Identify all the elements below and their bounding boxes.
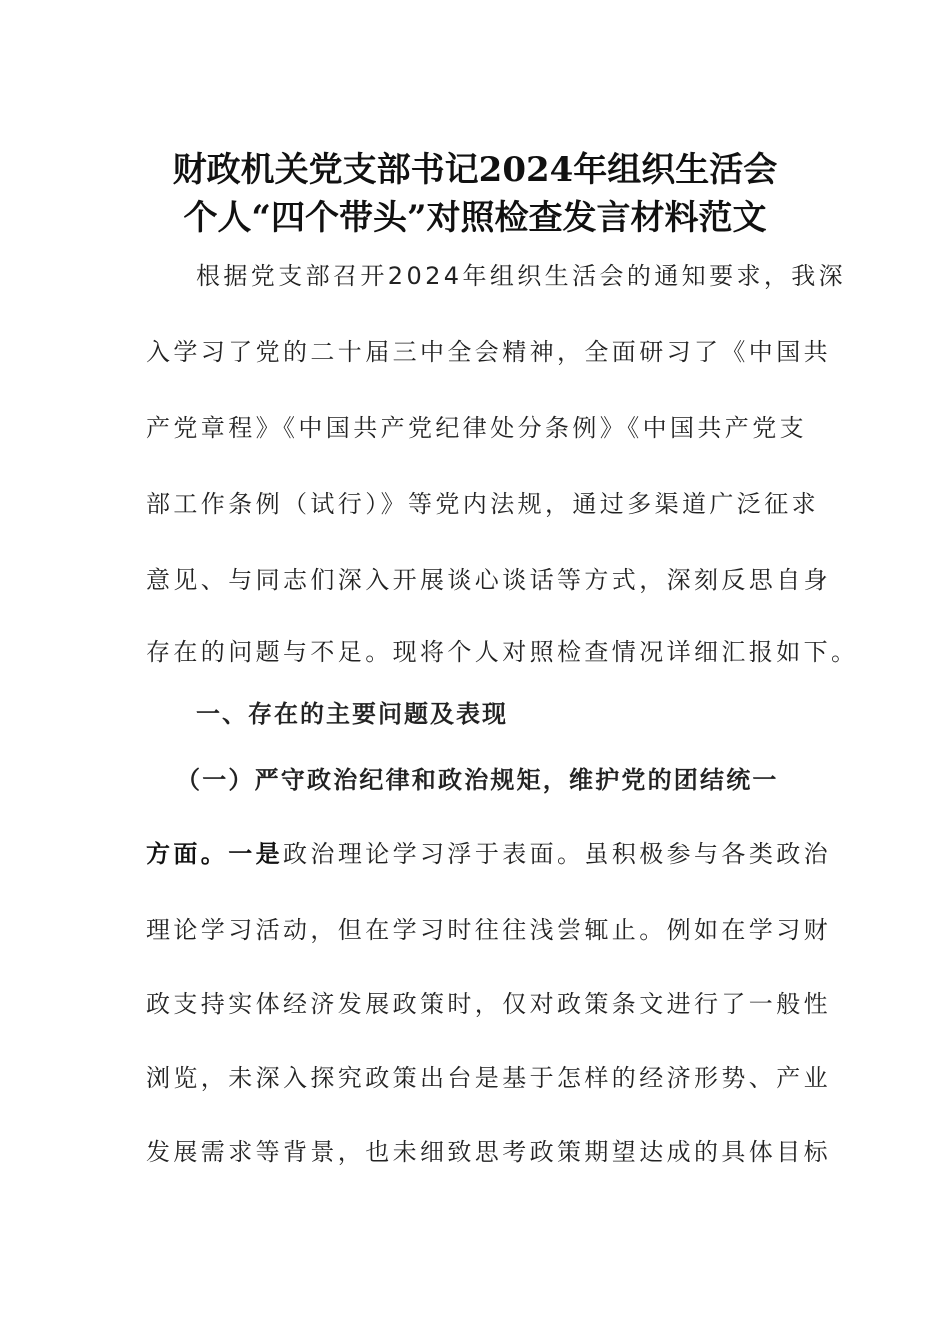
subsection-heading-tail: 方面。 [146, 840, 229, 868]
intro-line: 存在的问题与不足。现将个人对照检查情况详细汇报如下。 [146, 638, 859, 666]
document-title-line-1: 财政机关党支部书记2024年组织生活会 [172, 150, 778, 190]
intro-line: 根据党支部召开2024年组织生活会的通知要求，我深 [196, 262, 847, 290]
intro-line: 部工作条例（试行）》等党内法规，通过多渠道广泛征求 [146, 490, 819, 518]
paragraph-line [146, 834, 832, 874]
point-text: 政治理论学习浮于表面。虽积极参与各类政治 [283, 840, 832, 868]
body-line: 浏览，未深入探究政策出台是基于怎样的经济形势、产业 [146, 1064, 831, 1092]
point-label: 一是 [228, 840, 284, 868]
document-title-line-2: 个人“四个带头”对照检查发言材料范文 [183, 198, 767, 238]
section-heading: 一、存在的主要问题及表现 [196, 700, 508, 728]
body-line: 理论学习活动，但在学习时往往浅尝辄止。例如在学习财 [146, 916, 831, 944]
intro-line: 意见、与同志们深入开展谈心谈话等方式，深刻反思自身 [146, 566, 831, 594]
intro-line: 入学习了党的二十届三中全会精神，全面研习了《中国共 [146, 338, 831, 366]
intro-line: 产党章程》《中国共产党纪律处分条例》《中国共产党支 [146, 414, 807, 442]
body-line: 发展需求等背景，也未细致思考政策期望达成的具体目标 [146, 1138, 831, 1166]
subsection-heading: （一）严守政治纪律和政治规矩，维护党的团结统一 [176, 766, 779, 794]
body-line: 政支持实体经济发展政策时，仅对政策条文进行了一般性 [146, 990, 831, 1018]
